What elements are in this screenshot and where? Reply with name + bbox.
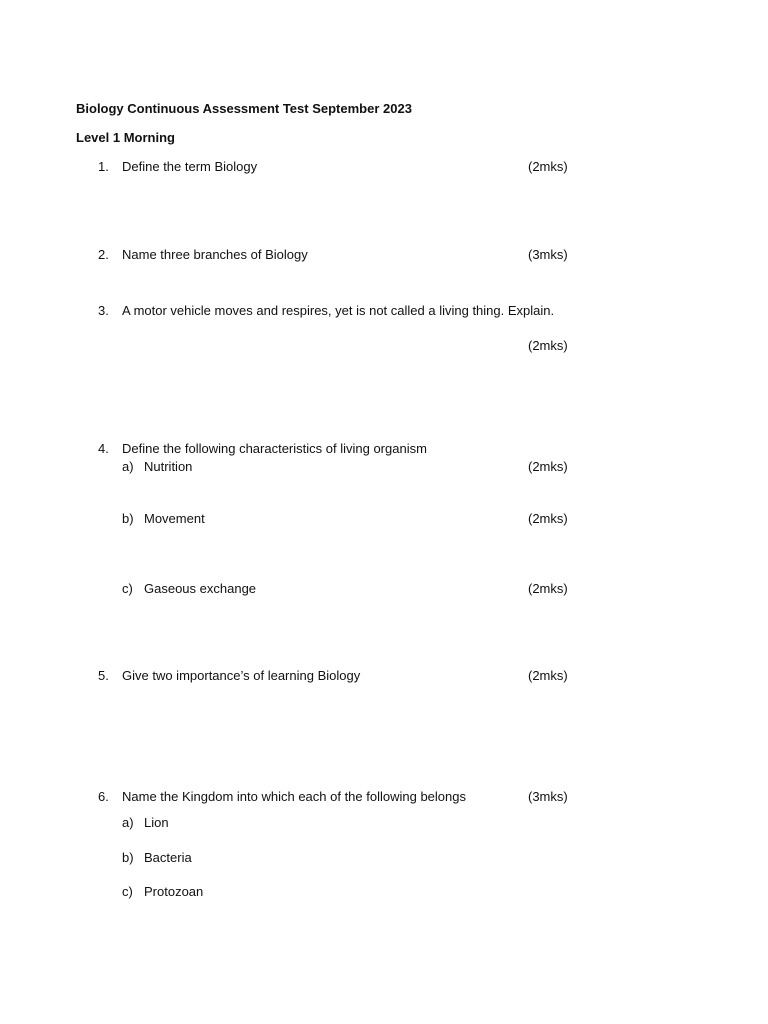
question-text: Name three branches of Biology <box>122 247 308 262</box>
part-text: Gaseous exchange <box>144 581 257 596</box>
part-text: Lion <box>144 815 169 830</box>
question-text: Name the Kingdom into which each of the following belongs <box>122 789 466 804</box>
question-text: A motor vehicle moves and respires, yet is not called a living thing. Explain. <box>122 303 555 318</box>
question-text: Define the term Biology <box>122 159 258 174</box>
document-subtitle: Level 1 Morning <box>76 130 175 145</box>
question-number: 4. <box>98 441 109 456</box>
part-label: c) <box>122 581 133 596</box>
question-number: 1. <box>98 159 109 174</box>
part-label: b) <box>122 850 134 865</box>
question-text: Define the following characteristics of living organism <box>122 441 427 456</box>
question-number: 5. <box>98 668 109 683</box>
question-marks: (2mks) <box>528 668 568 683</box>
question-number: 6. <box>98 789 109 804</box>
document-title: Biology Continuous Assessment Test September 2023 <box>76 101 412 116</box>
question-marks: (3mks) <box>528 789 568 804</box>
question-number: 2. <box>98 247 109 262</box>
part-text: Movement <box>144 511 205 526</box>
part-text: Nutrition <box>144 459 193 474</box>
part-label: a) <box>122 459 134 474</box>
question-marks: (2mks) <box>528 159 568 174</box>
question-text: Give two importance’s of learning Biology <box>122 668 361 683</box>
part-label: b) <box>122 511 134 526</box>
part-marks: (2mks) <box>528 511 568 526</box>
part-marks: (2mks) <box>528 581 568 596</box>
question-number: 3. <box>98 303 109 318</box>
part-text: Protozoan <box>144 884 204 899</box>
part-label: a) <box>122 815 134 830</box>
part-label: c) <box>122 884 133 899</box>
part-text: Bacteria <box>144 850 192 865</box>
question-marks: (3mks) <box>528 247 568 262</box>
part-marks: (2mks) <box>528 459 568 474</box>
question-marks: (2mks) <box>528 338 568 353</box>
